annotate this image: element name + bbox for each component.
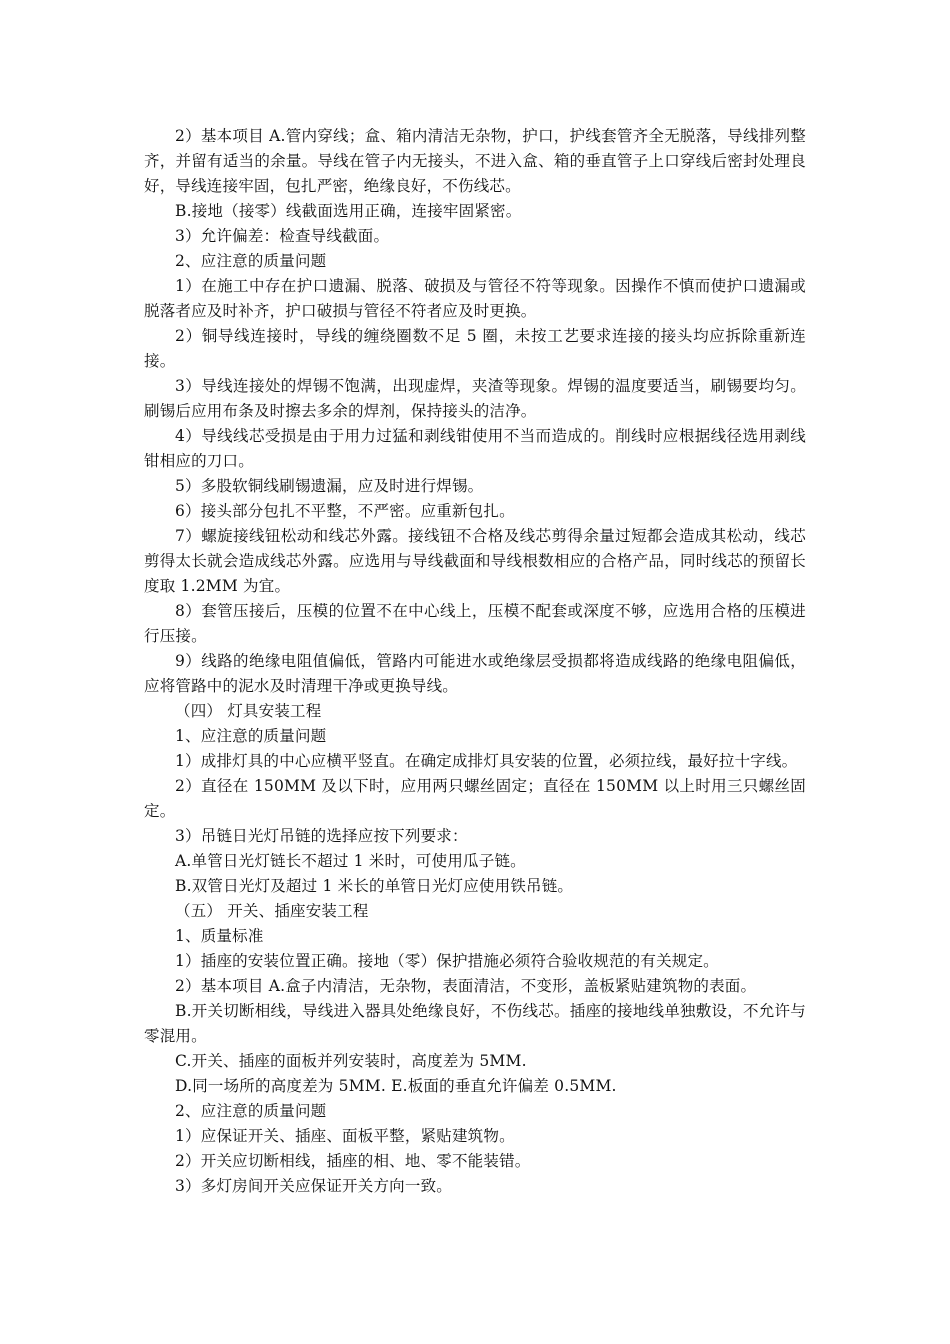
paragraph: A.单管日光灯链长不超过 1 米时，可使用瓜子链。 [175, 852, 526, 870]
paragraph: 2）铜导线连接时，导线的缠绕圈数不足 5 圈，未按工艺要求连接的接头均应拆除重新连接。 [144, 327, 806, 370]
paragraph: 3）吊链日光灯吊链的选择应按下列要求： [175, 827, 468, 845]
paragraph: 2）直径在 150MM 及以下时，应用两只螺丝固定；直径在 150MM 以上时用三只螺丝固定。 [144, 777, 806, 820]
paragraph: B.开关切断相线，导线进入器具处绝缘良好，不伤线芯。插座的接地线单独敷设，不允许与零混用。 [144, 1002, 806, 1045]
paragraph: D.同一场所的高度差为 5MM. E.板面的垂直允许偏差 0.5MM. [175, 1077, 617, 1095]
section-heading: （五） 开关、插座安装工程 [175, 902, 369, 920]
paragraph: 6）接头部分包扎不平整，不严密。应重新包扎。 [175, 502, 515, 520]
section-heading: 1、应注意的质量问题 [175, 727, 327, 745]
section-heading: 2、应注意的质量问题 [175, 1102, 327, 1120]
paragraph: 3）多灯房间开关应保证开关方向一致。 [175, 1177, 452, 1195]
paragraph: 1）成排灯具的中心应横平竖直。在确定成排灯具安装的位置，必须拉线，最好拉十字线。 [175, 752, 798, 770]
paragraph: B.接地（接零）线截面选用正确，连接牢固紧密。 [175, 202, 522, 220]
paragraph: C.开关、插座的面板并列安装时，高度差为 5MM. [175, 1052, 527, 1070]
paragraph: 7）螺旋接线钮松动和线芯外露。接线钮不合格及线芯剪得余量过短都会造成其松动，线芯剪得太长就会造成线芯外露。应选用与导线截面和导线根数相应的合格产品，同时线芯的预留长度取 1.2MM 为宜。 [144, 527, 806, 595]
paragraph: 1）在施工中存在护口遗漏、脱落、破损及与管径不符等现象。因操作不慎而使护口遗漏或脱落者应及时补齐，护口破损与管径不符者应及时更换。 [144, 277, 806, 320]
paragraph: 2）开关应切断相线，插座的相、地、零不能装错。 [175, 1152, 531, 1170]
paragraph: B.双管日光灯及超过 1 米长的单管日光灯应使用铁吊链。 [175, 877, 574, 895]
paragraph: 1）应保证开关、插座、面板平整，紧贴建筑物。 [175, 1127, 515, 1145]
paragraph: 4）导线线芯受损是由于用力过猛和剥线钳使用不当而造成的。削线时应根据线径选用剥线钳相应的刀口。 [144, 427, 806, 470]
paragraph: 2）基本项目 A.盒子内清洁，无杂物，表面清洁，不变形，盖板紧贴建筑物的表面。 [175, 977, 757, 995]
paragraph: 2）基本项目 A.管内穿线；盒、箱内清洁无杂物，护口，护线套管齐全无脱落，导线排列整齐，并留有适当的余量。导线在管子内无接头，不进入盒、箱的垂直管子上口穿线后密封处理良好，导线连接牢固，包扎严密，绝缘良好，不伤线芯。 [144, 127, 806, 195]
section-heading: （四） 灯具安装工程 [175, 702, 322, 720]
paragraph: 8）套管压接后，压模的位置不在中心线上，压模不配套或深度不够，应选用合格的压模进行压接。 [144, 602, 806, 645]
paragraph: 3）允许偏差：检查导线截面。 [175, 227, 390, 245]
paragraph: 1）插座的安装位置正确。接地（零）保护措施必须符合验收规范的有关规定。 [175, 952, 719, 970]
paragraph: 5）多股软铜线刷锡遗漏，应及时进行焊锡。 [175, 477, 484, 495]
paragraph: 3）导线连接处的焊锡不饱满，出现虚焊，夹渣等现象。焊锡的温度要适当，刷锡要均匀。刷锡后应用布条及时擦去多余的焊剂，保持接头的洁净。 [144, 377, 806, 420]
section-heading: 1、质量标准 [175, 927, 264, 945]
section-heading: 2、应注意的质量问题 [175, 252, 327, 270]
paragraph: 9）线路的绝缘电阻值偏低，管路内可能进水或绝缘层受损都将造成线路的绝缘电阻偏低，应将管路中的泥水及时清理干净或更换导线。 [144, 652, 806, 695]
document-body [144, 124, 806, 1199]
